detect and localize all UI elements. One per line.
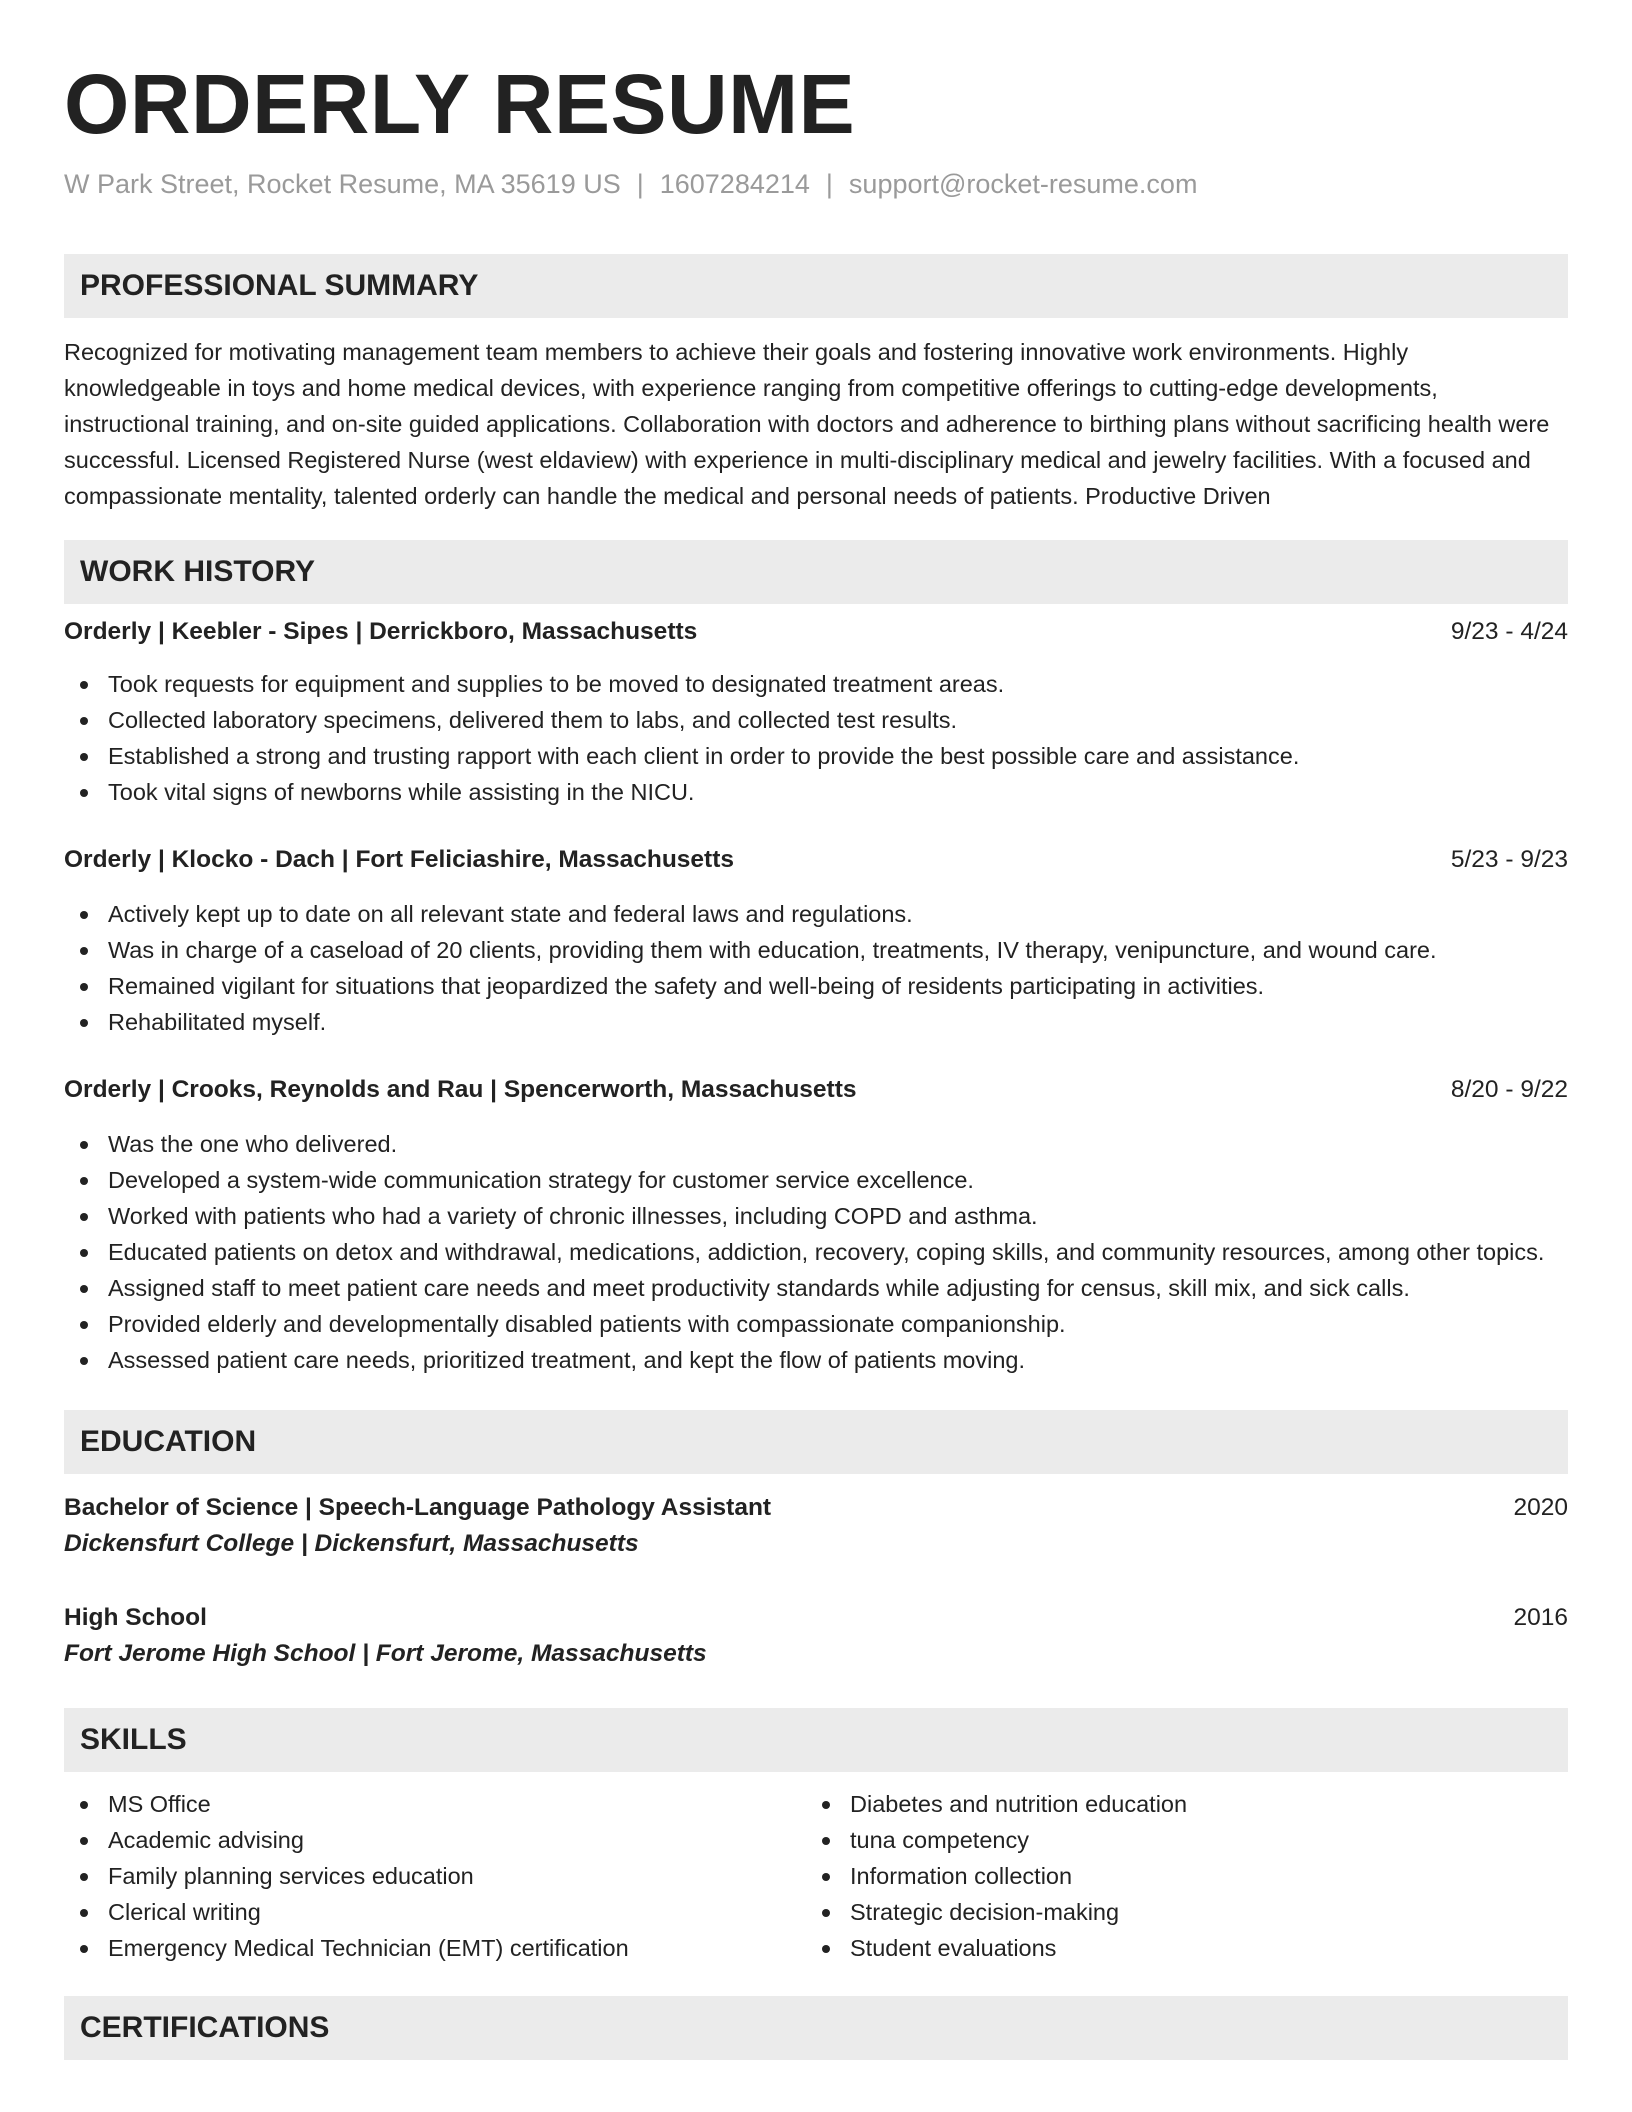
list-item: Took vital signs of newborns while assisting in the NICU.	[64, 774, 1568, 810]
list-item: Strategic decision-making	[806, 1894, 1548, 1930]
job-title: Orderly | Klocko - Dach | Fort Feliciashire, Massachusetts	[64, 846, 734, 873]
job-header	[64, 842, 1568, 878]
education-header	[64, 1490, 1568, 1526]
education-degree: High School	[64, 1604, 207, 1631]
contact-separator: |	[636, 169, 644, 199]
list-item: Took requests for equipment and supplies to be moved to designated treatment areas.	[64, 666, 1568, 702]
list-item: Assigned staff to meet patient care needs and meet productivity standards while adjusting for census, skill mix, and sick calls.	[64, 1270, 1568, 1306]
education-year: 2020	[1513, 1494, 1568, 1521]
list-item: Information collection	[806, 1858, 1548, 1894]
list-item: Family planning services education	[64, 1858, 806, 1894]
skills-grid	[64, 1786, 1568, 1966]
job-dates: 9/23 - 4/24	[1450, 618, 1568, 645]
education-school: Fort Jerome High School | Fort Jerome, Massachusetts	[64, 1640, 707, 1667]
list-item: Assessed patient care needs, prioritized treatment, and kept the flow of patients moving.	[64, 1342, 1568, 1378]
list-item: Remained vigilant for situations that jeopardized the safety and well-being of residents participating in activities.	[64, 968, 1568, 1004]
list-item: Academic advising	[64, 1822, 806, 1858]
education-entry	[64, 1490, 1568, 1562]
section-header-work: WORK HISTORY	[64, 540, 1568, 604]
job-bullet-list	[64, 896, 1568, 1040]
list-item: Educated patients on detox and withdrawal, medications, addiction, recovery, coping skills, and community resources, among other topics.	[64, 1234, 1568, 1270]
list-item: Diabetes and nutrition education	[806, 1786, 1548, 1822]
job-header	[64, 614, 1568, 650]
job-bullet-list	[64, 1126, 1568, 1378]
list-item: Was the one who delivered.	[64, 1126, 1568, 1162]
education-year: 2016	[1513, 1604, 1568, 1631]
job-header	[64, 1072, 1568, 1108]
job-entry	[64, 614, 1568, 810]
job-dates: 8/20 - 9/22	[1450, 1076, 1568, 1103]
section-header-skills: SKILLS	[64, 1708, 1568, 1772]
resume-name: ORDERLY RESUME	[64, 57, 856, 151]
contact-email: support@rocket-resume.com	[848, 169, 1198, 199]
skills-list-right	[806, 1786, 1548, 1966]
contact-line	[64, 166, 1568, 202]
education-school: Dickensfurt College | Dickensfurt, Massachusetts	[64, 1530, 639, 1557]
job-entry	[64, 842, 1568, 1040]
job-dates: 5/23 - 9/23	[1450, 846, 1568, 873]
job-entry	[64, 1072, 1568, 1378]
list-item: Actively kept up to date on all relevant state and federal laws and regulations.	[64, 896, 1568, 932]
resume-page	[64, 0, 1568, 2060]
list-item: Established a strong and trusting rapport with each client in order to provide the best possible care and assistance.	[64, 738, 1568, 774]
list-item: Developed a system-wide communication strategy for customer service excellence.	[64, 1162, 1568, 1198]
section-header-summary: PROFESSIONAL SUMMARY	[64, 254, 1568, 318]
list-item: Collected laboratory specimens, delivered them to labs, and collected test results.	[64, 702, 1568, 738]
list-item: Clerical writing	[64, 1894, 806, 1930]
list-item: Emergency Medical Technician (EMT) certification	[64, 1930, 806, 1966]
education-degree: Bachelor of Science | Speech-Language Pathology Assistant	[64, 1494, 772, 1521]
list-item: Rehabilitated myself.	[64, 1004, 1568, 1040]
section-header-certifications: CERTIFICATIONS	[64, 1996, 1568, 2060]
job-title: Orderly | Crooks, Reynolds and Rau | Spencerworth, Massachusetts	[64, 1076, 857, 1103]
education-header	[64, 1600, 1568, 1636]
contact-separator: |	[825, 169, 833, 199]
contact-phone: 1607284214	[659, 169, 810, 199]
list-item: Provided elderly and developmentally disabled patients with compassionate companionship.	[64, 1306, 1568, 1342]
list-item: tuna competency	[806, 1822, 1548, 1858]
contact-address: W Park Street, Rocket Resume, MA 35619 US	[64, 169, 621, 199]
section-header-education: EDUCATION	[64, 1410, 1568, 1474]
list-item: Worked with patients who had a variety of chronic illnesses, including COPD and asthma.	[64, 1198, 1568, 1234]
list-item: Was in charge of a caseload of 20 clients, providing them with education, treatments, IV therapy, venipuncture, and wound care.	[64, 932, 1568, 968]
summary-text: Recognized for motivating management team members to achieve their goals and fostering innovative work environments. Highly knowledgeable in toys and home medical devices, with experience ranging from competitive offerings to cutting-edge developments, instructional training, and on-site guided applications. Collaboration with doctors and adherence to birthing plans without sacrificing health were successful. Licensed Registered Nurse (west eldaview) with experience in multi-disciplinary medical and jewelry facilities. With a focused and compassionate mentality, talented orderly can handle the medical and personal needs of patients. Productive Driven	[64, 339, 1550, 509]
job-bullet-list	[64, 666, 1568, 810]
job-title: Orderly | Keebler - Sipes | Derrickboro, Massachusetts	[64, 618, 698, 645]
list-item: Student evaluations	[806, 1930, 1548, 1966]
skills-list-left	[64, 1786, 806, 1966]
education-entry	[64, 1600, 1568, 1672]
list-item: MS Office	[64, 1786, 806, 1822]
